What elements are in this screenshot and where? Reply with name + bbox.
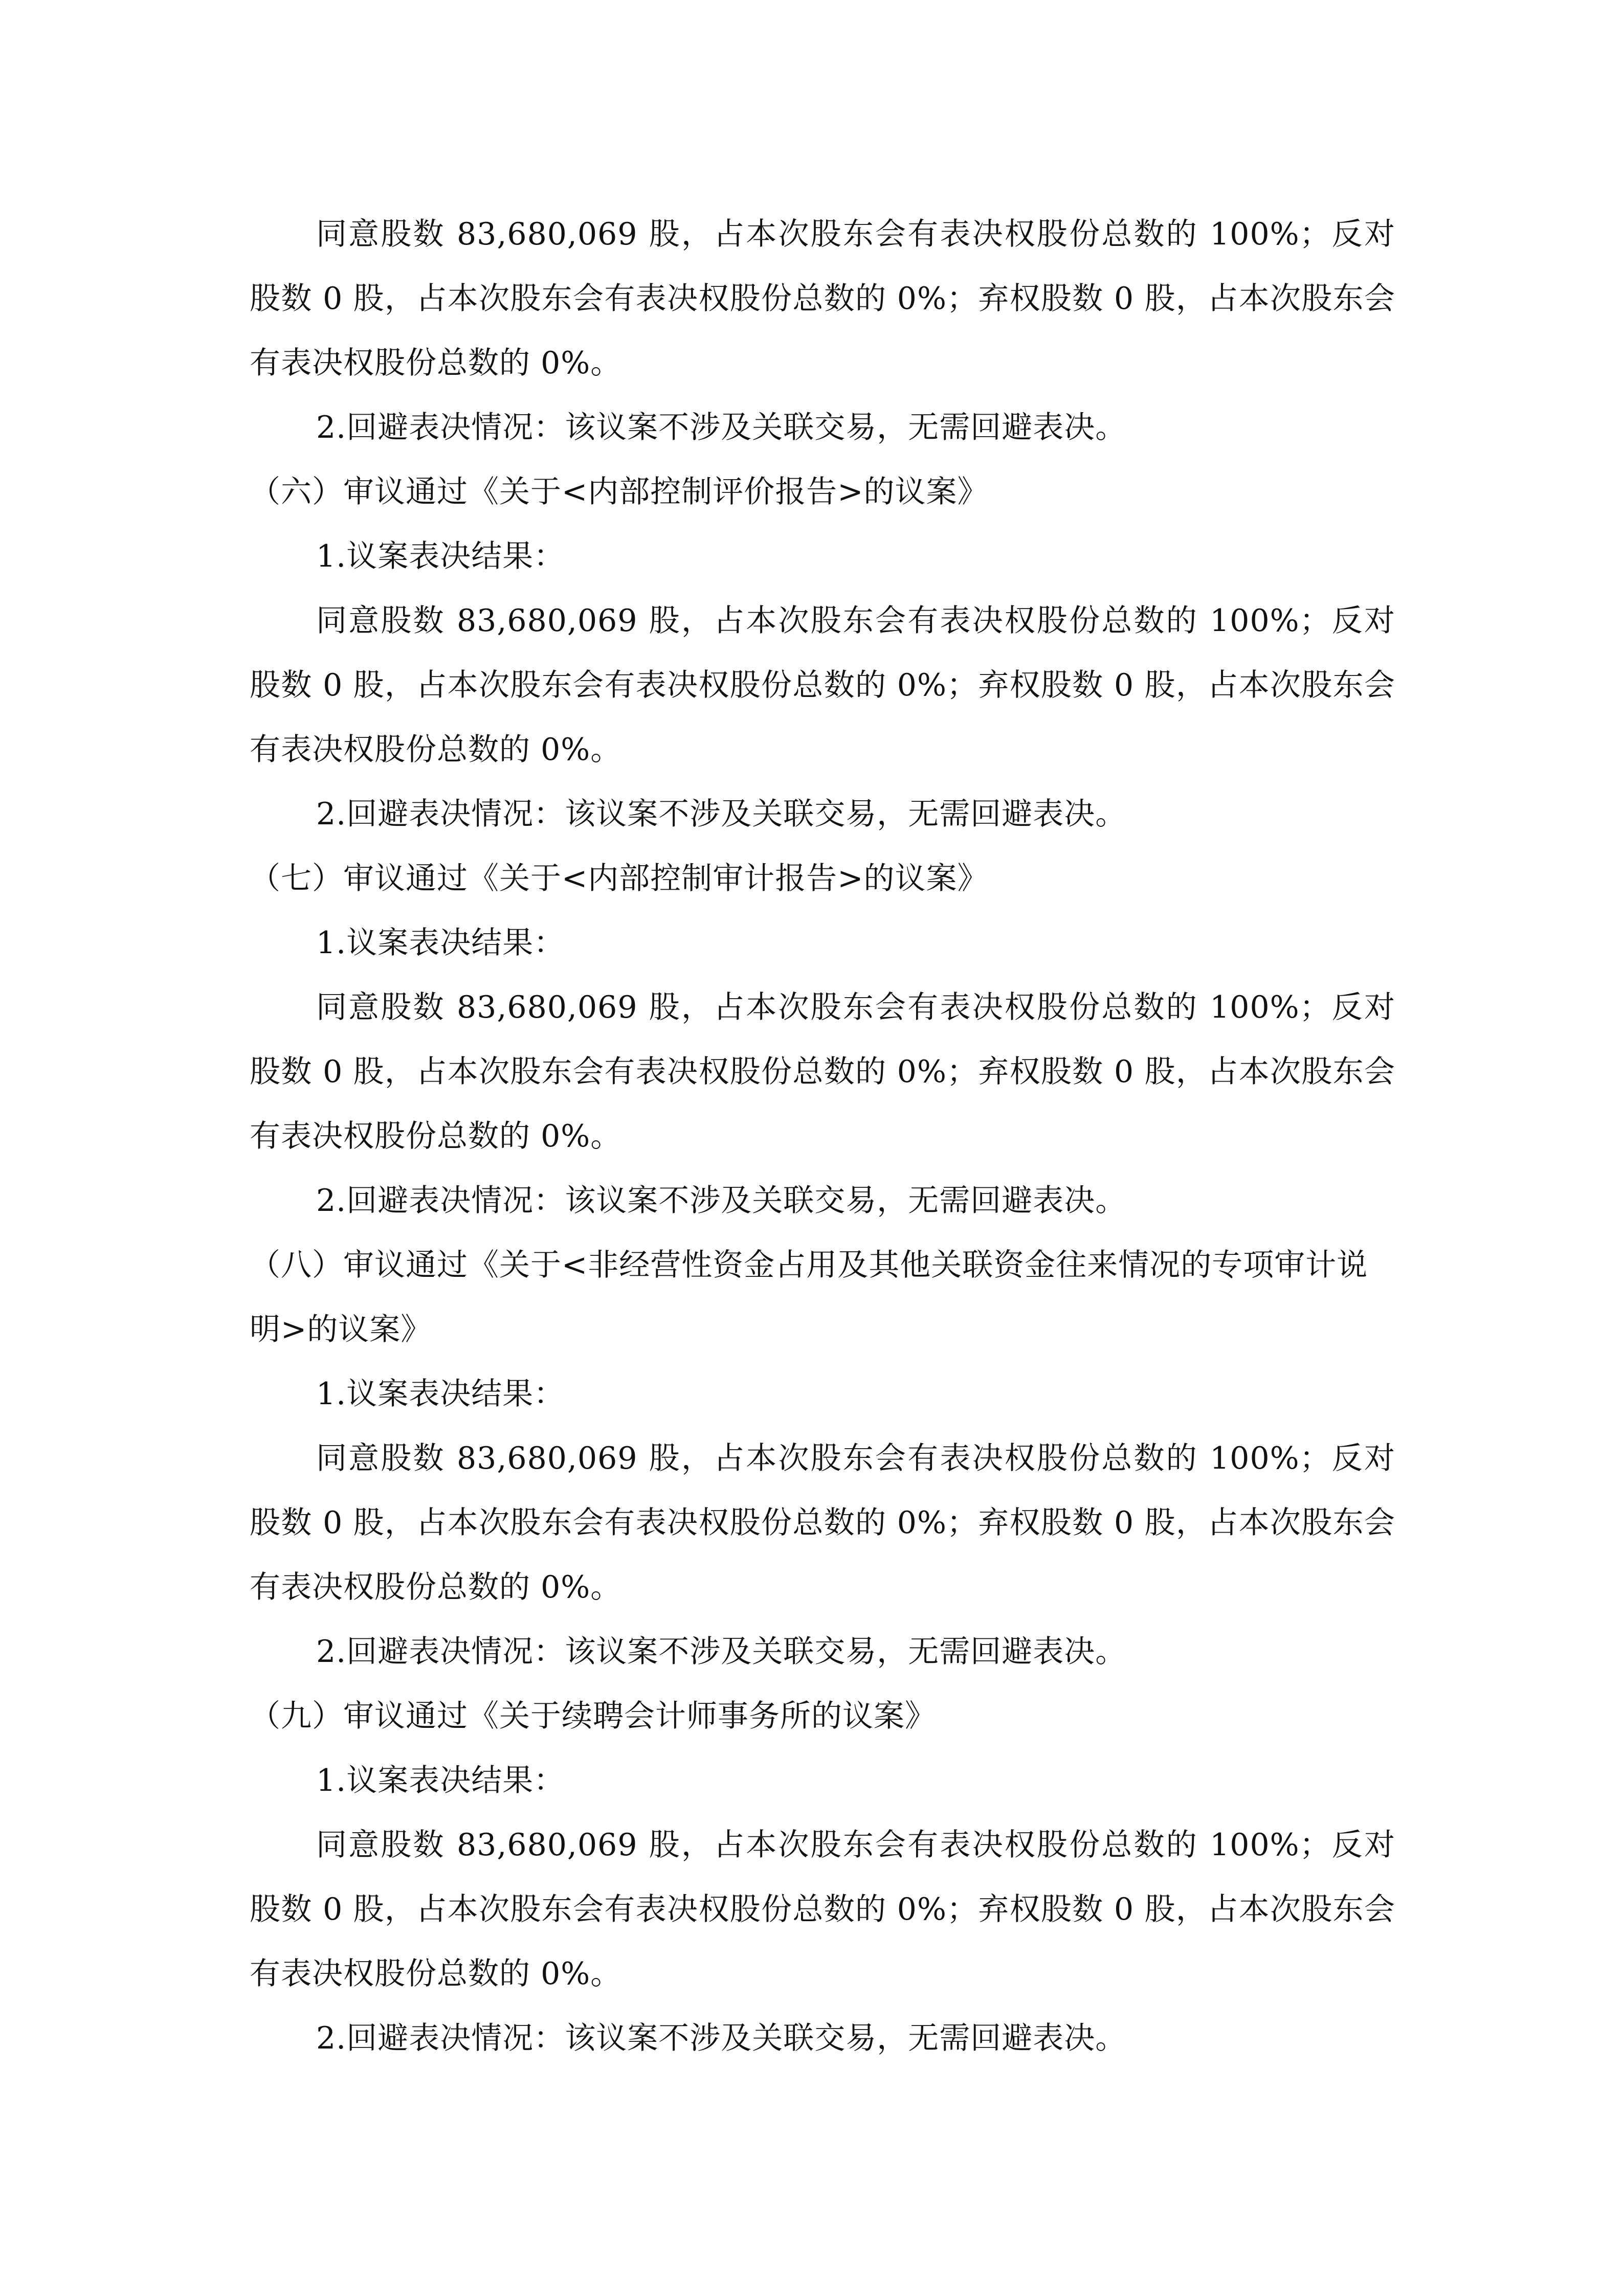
vote-result-label: 1.议案表决结果： [316,1376,565,1412]
section-heading: （九）审议通过《关于续聘会计师事务所的议案》 [250,1698,936,1734]
vote-result-text: 同意股数 83,680,069 股，占本次股东会有表决权股份总数的 100%；反对股数 0 股，占本次股东会有表决权股份总数的 0%；弃权股数 0 股，占本次股东会有表决权股份总数的 0%。 [250,1440,1395,1605]
vote-result-text: 同意股数 83,680,069 股，占本次股东会有表决权股份总数的 100%；反对股数 0 股，占本次股东会有表决权股份总数的 0%；弃权股数 0 股，占本次股东会有表决权股份总数的 0%。 [250,1827,1395,1992]
section-heading: （六）审议通过《关于<内部控制评价报告>的议案》 [250,474,989,510]
avoidance-text: 2.回避表决情况：该议案不涉及关联交易，无需回避表决。 [316,796,1127,832]
avoidance-text: 2.回避表决情况：该议案不涉及关联交易，无需回避表决。 [316,2020,1127,2056]
vote-result-label: 1.议案表决结果： [316,1763,565,1798]
vote-result-text: 同意股数 83,680,069 股，占本次股东会有表决权股份总数的 100%；反对股数 0 股，占本次股东会有表决权股份总数的 0%；弃权股数 0 股，占本次股东会有表决权股份总数的 0%。 [250,989,1395,1154]
document-page [250,202,1395,2070]
vote-result-text: 同意股数 83,680,069 股，占本次股东会有表决权股份总数的 100%；反对股数 0 股，占本次股东会有表决权股份总数的 0%；弃权股数 0 股，占本次股东会有表决权股份总数的 0%。 [250,603,1395,768]
vote-result-text: 同意股数 83,680,069 股，占本次股东会有表决权股份总数的 100%；反对股数 0 股，占本次股东会有表决权股份总数的 0%；弃权股数 0 股，占本次股东会有表决权股份总数的 0%。 [250,216,1395,381]
vote-result-label: 1.议案表决结果： [316,925,565,961]
avoidance-text: 2.回避表决情况：该议案不涉及关联交易，无需回避表决。 [316,1634,1127,1670]
vote-result-label: 1.议案表决结果： [316,538,565,574]
avoidance-text: 2.回避表决情况：该议案不涉及关联交易，无需回避表决。 [316,1183,1127,1219]
section-heading: （七）审议通过《关于<内部控制审计报告>的议案》 [250,861,989,896]
avoidance-text: 2.回避表决情况：该议案不涉及关联交易，无需回避表决。 [316,410,1127,445]
section-heading: （八）审议通过《关于<非经营性资金占用及其他关联资金往来情况的专项审计说明>的议案》 [250,1247,1368,1347]
